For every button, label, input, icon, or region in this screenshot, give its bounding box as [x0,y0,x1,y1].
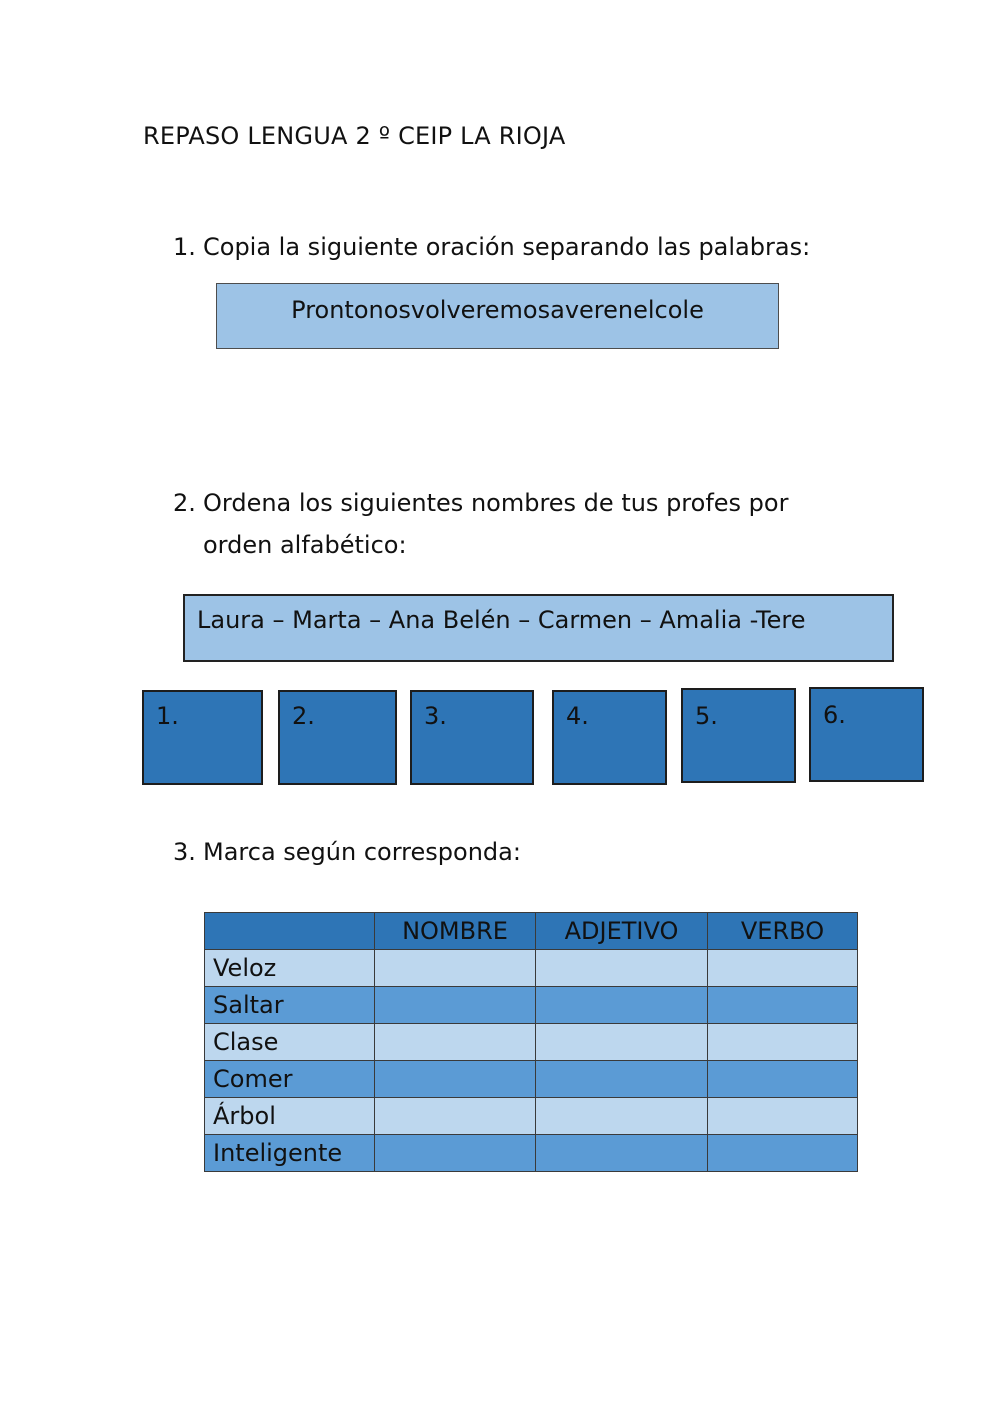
answer-cell-verbo[interactable] [708,1135,858,1172]
table-header-empty [205,913,375,950]
question-3-text: Marca según corresponda: [203,838,521,866]
table-row [205,1061,858,1098]
answer-cell-adjetivo[interactable] [536,950,708,987]
table-row [205,1024,858,1061]
question-1-text: Copia la siguiente oración separando las palabras: [203,233,811,261]
row-label: Árbol [205,1098,375,1135]
classification-table [204,912,858,1172]
question-2-number: 2. [173,489,196,517]
row-label: Comer [205,1061,375,1098]
question-2 [173,482,873,566]
row-label: Veloz [205,950,375,987]
answer-slot-5[interactable]: 5. [681,688,796,783]
table-row [205,1098,858,1135]
table-row [205,950,858,987]
answer-cell-verbo[interactable] [708,987,858,1024]
names-box: Laura – Marta – Ana Belén – Carmen – Amalia -Tere [183,594,894,662]
question-3-number: 3. [173,838,196,866]
answer-cell-adjetivo[interactable] [536,987,708,1024]
answer-slot-6[interactable]: 6. [809,687,924,782]
answer-cell-adjetivo[interactable] [536,1135,708,1172]
answer-slot-1[interactable]: 1. [142,690,263,785]
answer-cell-verbo[interactable] [708,1061,858,1098]
answer-slot-2[interactable]: 2. [278,690,397,785]
row-label: Inteligente [205,1135,375,1172]
answer-cell-adjetivo[interactable] [536,1098,708,1135]
answer-slot-3[interactable]: 3. [410,690,534,785]
answer-slot-4[interactable]: 4. [552,690,667,785]
sentence-box: Prontonosvolveremosaverenelcole [216,283,779,349]
answer-cell-nombre[interactable] [375,1024,536,1061]
table-header-verbo: VERBO [708,913,858,950]
answer-cell-verbo[interactable] [708,950,858,987]
answer-cell-nombre[interactable] [375,1061,536,1098]
question-1-number: 1. [173,233,196,261]
answer-cell-verbo[interactable] [708,1024,858,1061]
table-header-row [205,913,858,950]
table-row [205,987,858,1024]
table-header-adjetivo: ADJETIVO [536,913,708,950]
row-label: Saltar [205,987,375,1024]
answer-cell-nombre[interactable] [375,987,536,1024]
question-2-text: Ordena los siguientes nombres de tus profes por orden alfabético: [203,489,789,559]
answer-cell-nombre[interactable] [375,1135,536,1172]
answer-cell-verbo[interactable] [708,1098,858,1135]
table-row [205,1135,858,1172]
answer-cell-nombre[interactable] [375,1098,536,1135]
question-1 [173,226,873,268]
answer-cell-adjetivo[interactable] [536,1061,708,1098]
table-header-nombre: NOMBRE [375,913,536,950]
row-label: Clase [205,1024,375,1061]
page-title: REPASO LENGUA 2 º CEIP LA RIOJA [143,122,566,150]
answer-cell-nombre[interactable] [375,950,536,987]
answer-cell-adjetivo[interactable] [536,1024,708,1061]
question-3 [173,831,873,873]
